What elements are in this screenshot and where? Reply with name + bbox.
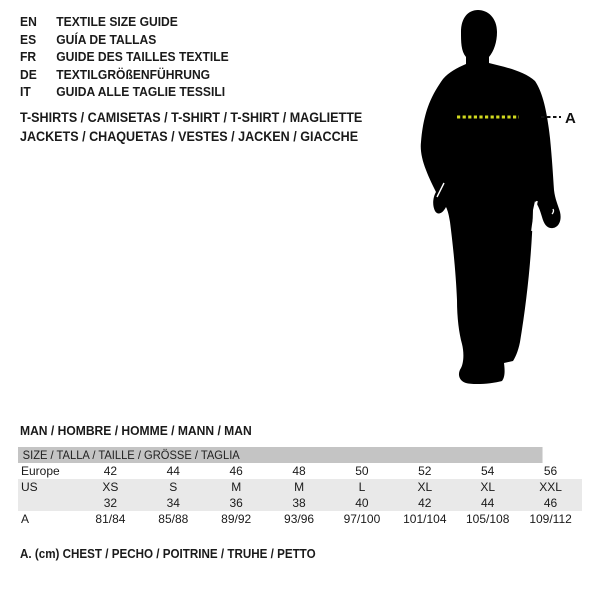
language-row [20,48,229,66]
size-guide-figure [405,0,590,400]
table-cell: XL [417,480,433,494]
language-code: IT [20,84,31,99]
table-cell: 32 [103,496,118,510]
table-row [18,511,582,527]
language-label: TEXTILE SIZE GUIDE [56,14,178,29]
table-cell: XS [102,480,119,494]
table-cell: 93/96 [284,512,315,526]
table-cell: 46 [543,496,558,510]
table-row-label: US [21,480,38,494]
language-list [20,13,229,101]
size-table-rows [18,463,582,527]
table-cell: 81/84 [95,512,126,526]
table-row-label: A [21,512,30,526]
table-cell: 40 [355,496,369,510]
language-code: EN [20,14,37,29]
table-cell: 52 [418,464,432,478]
table-cell: M [294,480,305,494]
language-code: FR [20,49,37,64]
category-line-tshirts: T-SHIRTS / CAMISETAS / T-SHIRT / T-SHIRT / MAGLIETTE [20,110,363,125]
marker-label-a: A [565,110,576,127]
table-cell: 105/108 [465,512,510,526]
table-cell: 44 [166,464,180,478]
language-row [20,83,229,101]
language-row [20,31,229,49]
language-row [20,13,229,31]
table-cell: 42 [418,496,432,510]
table-cell: 85/88 [158,512,189,526]
table-cell: 38 [292,496,306,510]
category-lines [20,108,362,146]
table-cell: 50 [355,464,369,478]
table-row-label: Europe [21,464,60,478]
language-row [20,66,229,84]
table-cell: L [358,480,366,494]
language-label: GUIDA ALLE TAGLIE TESSILI [56,84,226,99]
table-cell: XXL [539,480,562,494]
size-table-header: SIZE / TALLA / TAILLE / GRÖSSE / TAGLIA [18,447,543,463]
table-cell: 109/112 [529,512,572,526]
language-code: ES [20,31,37,47]
table-cell: 89/92 [221,512,252,526]
table-cell: 46 [229,464,243,478]
table-cell: 36 [229,496,243,510]
language-label: GUIDE DES TAILLES TEXTILE [56,49,229,64]
table-cell: 54 [481,464,495,478]
table-cell: S [169,480,178,494]
size-table [18,447,582,527]
category-line-jackets: JACKETS / CHAQUETAS / VESTES / JACKEN / GIACCHE [20,129,359,144]
table-cell: 56 [543,464,558,478]
table-cell: M [231,480,242,494]
man-silhouette [421,10,561,384]
table-cell: 42 [103,464,118,478]
language-label: TEXTILGRÖßENFÜHRUNG [56,66,211,82]
table-cell: 48 [292,464,306,478]
table-cell: 34 [166,496,180,510]
language-code: DE [20,66,37,82]
table-row [18,479,582,495]
table-row-label [18,495,79,511]
table-row [18,495,582,511]
language-label: GUÍA DE TALLAS [56,31,157,47]
section-title-man: MAN / HOMBRE / HOMME / MANN / MAN [20,423,252,438]
table-cell: XL [480,480,496,494]
table-cell: 101/104 [403,512,447,526]
table-row [18,463,582,479]
measurement-footnote: A. (cm) CHEST / PECHO / POITRINE / TRUHE / PETTO [20,547,316,561]
table-cell: 97/100 [343,512,381,526]
table-cell: 44 [481,496,495,510]
